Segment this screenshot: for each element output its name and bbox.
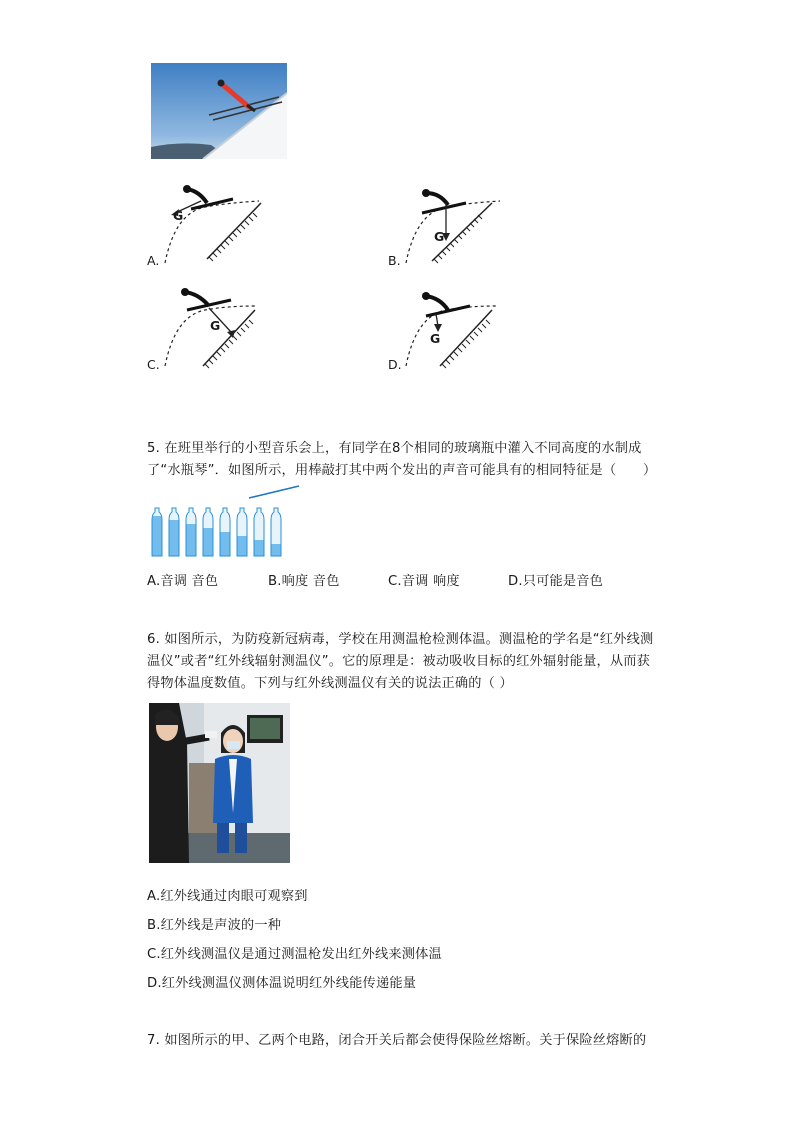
temperature-check-photo bbox=[149, 703, 290, 863]
water-bottles-figure bbox=[149, 484, 301, 558]
option-d-label: D. bbox=[388, 357, 402, 372]
q7-text-line-1: 7. 如图所示的甲、乙两个电路，闭合开关后都会使得保险丝熔断。关于保险丝熔断的 bbox=[147, 1033, 647, 1048]
q5-text-line-2: 了“水瓶琴”．如图所示，用棒敲打其中两个发出的声音可能具有的相同特征是（ ） bbox=[147, 463, 657, 478]
option-figure-d bbox=[388, 288, 513, 376]
ski-jump-photo bbox=[151, 63, 287, 159]
force-label-c: G bbox=[210, 318, 221, 333]
force-label-d: G bbox=[430, 331, 441, 346]
q5-option-b: B.响度 音色 bbox=[268, 574, 340, 589]
option-c-label: C. bbox=[147, 357, 160, 372]
force-label-a: G bbox=[173, 208, 184, 223]
option-b-label: B. bbox=[388, 253, 401, 268]
option-a-label: A. bbox=[147, 253, 160, 268]
q5-option-c: C.音调 响度 bbox=[388, 574, 460, 589]
q6-text-line-3: 得物体温度数值。下列与红外线测温仪有关的说法正确的（ ） bbox=[147, 676, 513, 691]
q5-text-line-1: 5. 在班里举行的小型音乐会上，有同学在8个相同的玻璃瓶中灌入不同高度的水制成 bbox=[147, 441, 642, 456]
option-figure-b bbox=[388, 183, 513, 271]
option-figure-a bbox=[147, 183, 272, 271]
q6-option-d: D.红外线测温仪测体温说明红外线能传递能量 bbox=[147, 976, 417, 991]
force-label-b: G bbox=[434, 229, 445, 244]
q5-option-d: D.只可能是音色 bbox=[508, 574, 604, 589]
q6-text-line-1: 6. 如图所示，为防疫新冠病毒，学校在用测温枪检测体温。测温枪的学名是“红外线测 bbox=[147, 632, 654, 647]
q6-option-a: A.红外线通过肉眼可观察到 bbox=[147, 889, 308, 904]
q6-option-b: B.红外线是声波的一种 bbox=[147, 918, 282, 933]
q5-option-a: A.音调 音色 bbox=[147, 574, 219, 589]
q6-option-c: C.红外线测温仪是通过测温枪发出红外线来测体温 bbox=[147, 947, 442, 962]
q6-text-line-2: 温仪”或者“红外线辐射测温仪”。它的原理是：被动吸收目标的红外辐射能量，从而获 bbox=[147, 654, 651, 669]
